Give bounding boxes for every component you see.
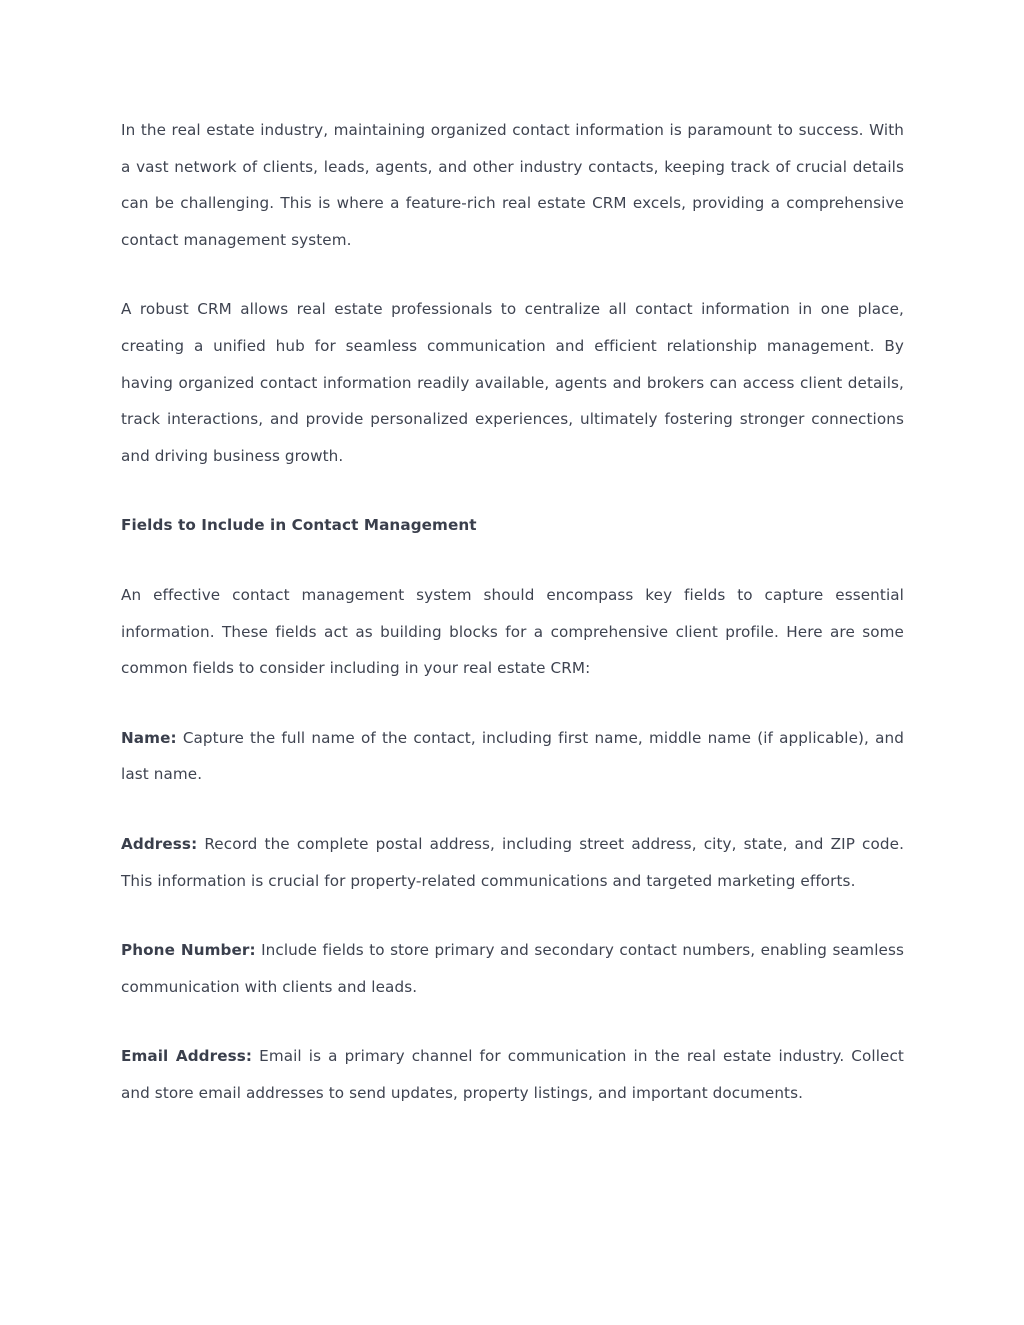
field-address-paragraph [121,826,904,899]
intro-paragraph-2: A robust CRM allows real estate professionals to centralize all contact information in one place, creating a unified hub for seamless communication and efficient relationship management. By having organized contact information readily available, agents and brokers can access client details, track interactions, and provide personalized experiences, ultimately fostering stronger connections and driving business growth. [121,300,904,465]
document-page [121,112,904,1144]
section-heading: Fields to Include in Contact Management [121,516,477,535]
intro-paragraph-1: In the real estate industry, maintaining organized contact information is paramount to success. With a vast network of clients, leads, agents, and other industry contacts, keeping track of crucial details can be challenging. This is where a feature-rich real estate CRM excels, providing a comprehensive contact management system. [121,121,904,249]
field-name-label: Name: [121,728,177,747]
field-name-paragraph [121,720,904,793]
section-intro-paragraph: An effective contact management system should encompass key fields to capture essential information. These fields act as building blocks for a comprehensive client profile. Here are some common fields to consider including in your real estate CRM: [121,585,904,678]
field-email-label: Email Address: [121,1047,253,1066]
field-phone-label: Phone Number: [121,941,256,960]
field-address-label: Address: [121,834,198,853]
field-name-description: Capture the full name of the contact, including first name, middle name (if applicable), and last name. [121,728,904,784]
field-phone-description: Include fields to store primary and secondary contact numbers, enabling seamless communication with clients and leads. [121,941,904,996]
field-email-description: Email is a primary channel for communication in the real estate industry. Collect and store email addresses to send updates, property listings, and important documents. [121,1047,904,1102]
field-phone-paragraph [121,932,904,1005]
field-address-description: Record the complete postal address, including street address, city, state, and ZIP code. This information is crucial for property-related communications and targeted marketing efforts. [121,834,904,890]
field-email-paragraph [121,1038,904,1111]
